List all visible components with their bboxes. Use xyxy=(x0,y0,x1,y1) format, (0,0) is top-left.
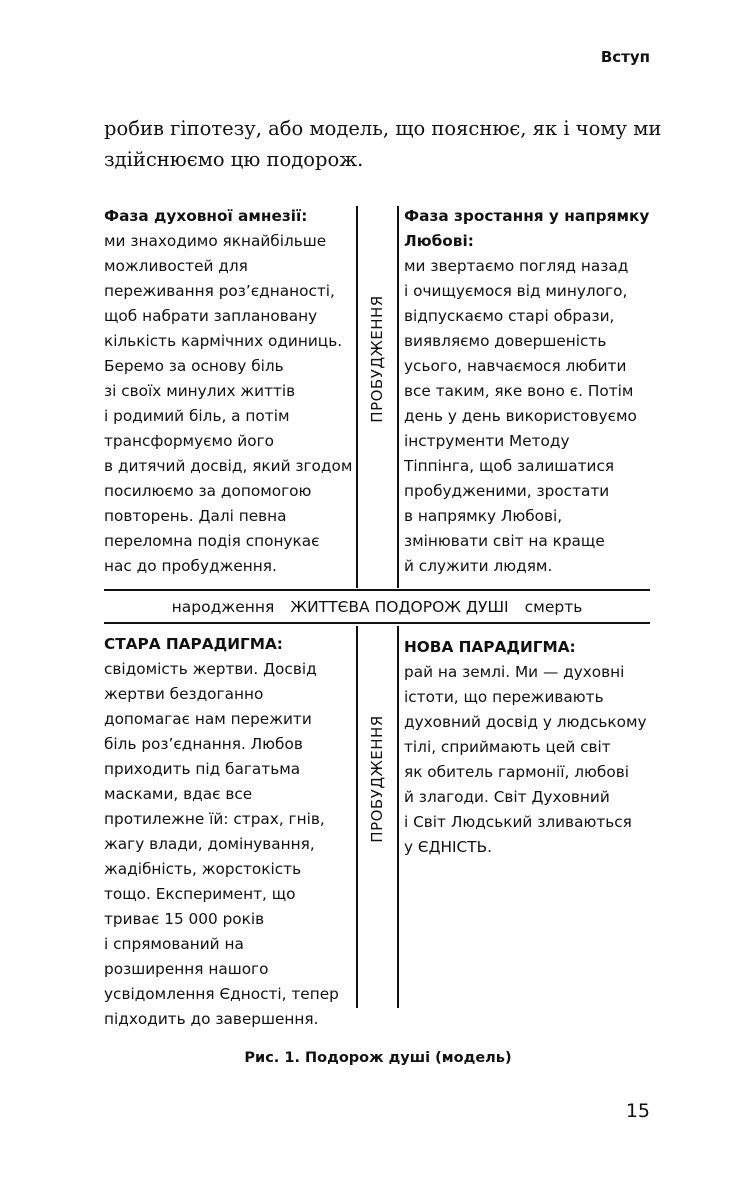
running-header: Вступ xyxy=(600,48,650,66)
new-paradigm-text: рай на землі. Ми — духовні істоти, що переживають духовний досвід у людському тілі, сприймають цей світ як обитель гармонії, любові й злагоди. Світ Духовний і Світ Людський зливаються у ЄДНІСТЬ. xyxy=(404,663,647,856)
top-left-divider xyxy=(356,206,358,588)
death-label: смерть xyxy=(524,598,583,616)
life-journey-row xyxy=(104,594,650,620)
phase-growth-text: ми звертаємо погляд назад і очищуємося від минулого, відпускаємо старі образи, виявляємо довершеність усього, навчаємося любити все таким, яке воно є. Потім день у день використовуємо інструменти Методу Тіппінга, щоб залишатися пробудженими, зростати в напрямку Любові, змінювати світ на краще й служити людям. xyxy=(404,257,637,575)
phase-amnesia-text: ми знаходимо якнайбільше можливостей для переживання роз’єднаності, щоб набрати заплановану кількість кармічних одиниць. Беремо за основу біль зі своїх минулих життів і родимий біль, а потім трансформуємо його в дитячий досвід, який згодом посилюємо за допомогою повторень. Далі певна переломна подія спонукає нас до пробудження. xyxy=(104,232,353,575)
new-paradigm-heading: НОВА ПАРАДИГМА: xyxy=(404,638,576,656)
birth-label: народження xyxy=(171,598,275,616)
phase-growth-cell xyxy=(404,204,654,579)
new-paradigm-cell xyxy=(404,635,654,860)
life-journey-title: ЖИТТЄВА ПОДОРОЖ ДУШІ xyxy=(290,598,509,616)
phase-amnesia-cell xyxy=(104,204,354,579)
phase-amnesia-heading: Фаза духовної амнезії: xyxy=(104,207,308,225)
journey-top-line xyxy=(104,589,650,591)
top-right-divider xyxy=(397,206,399,588)
figure-caption: Рис. 1. Подорож душі (модель) xyxy=(244,1050,512,1066)
old-paradigm-cell xyxy=(104,632,359,1032)
phase-growth-heading: Фаза зростання у напрямку Любові: xyxy=(404,207,650,250)
awakening-label-bottom: ПРОБУДЖЕННЯ xyxy=(368,715,386,843)
old-paradigm-text: свідомість жертви. Досвід жертви бездоганно допомагає нам пережити біль роз’єднання. Любов приходить під багатьма масками, вдає все протилежне їй: страх, гнів, жагу влади, домінування, жадібність, жорстокість тощо. Експеримент, що триває 15 000 років і спрямований на розширення нашого усвідомлення Єдності, тепер підходить до завершення. xyxy=(104,660,339,1028)
awakening-label-top: ПРОБУДЖЕННЯ xyxy=(368,295,386,423)
bottom-left-divider xyxy=(356,626,358,1008)
old-paradigm-heading: СТАРА ПАРАДИГМА: xyxy=(104,635,283,653)
bottom-right-divider xyxy=(397,626,399,1008)
journey-bottom-line xyxy=(104,622,650,624)
page-number: 15 xyxy=(625,1100,650,1122)
intro-paragraph: робив гіпотезу, або модель, що пояснює, як і чому ми здійснюємо цю подорож. xyxy=(104,117,662,171)
